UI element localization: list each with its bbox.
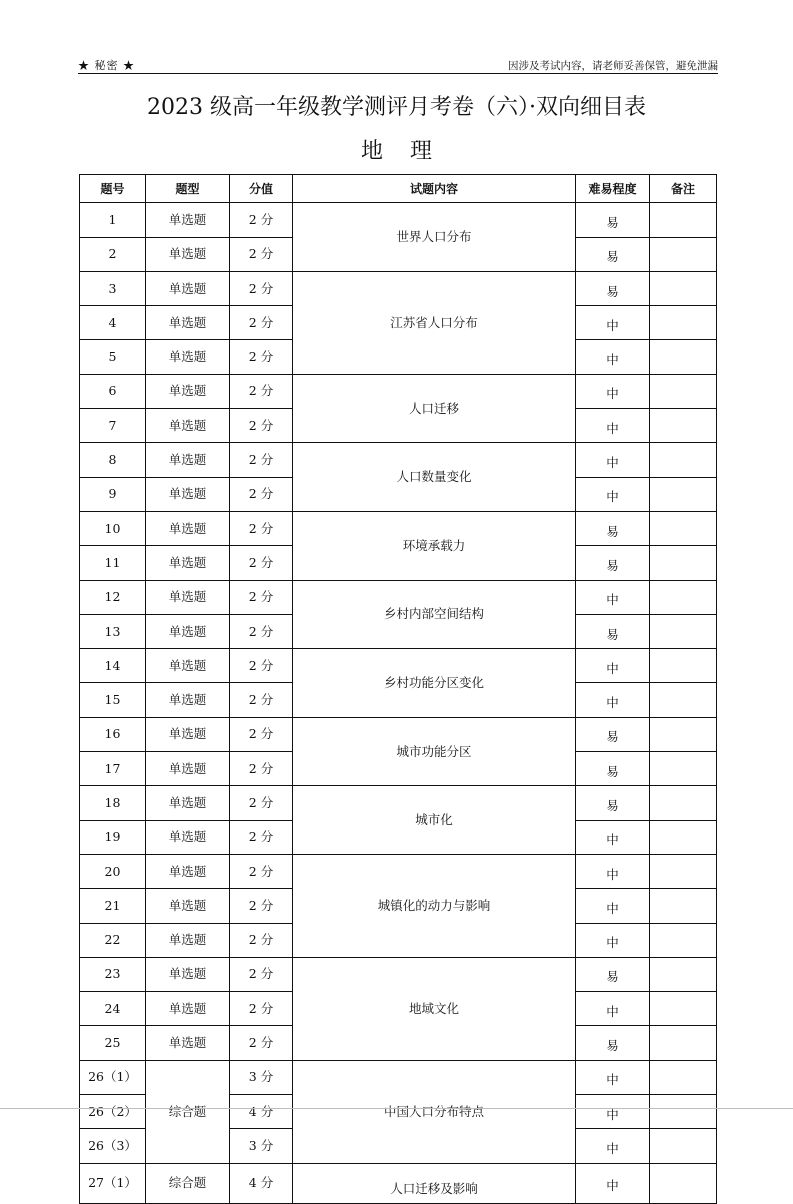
question-difficulty: 易	[576, 717, 650, 751]
table-row	[80, 443, 717, 477]
question-difficulty: 中	[576, 477, 650, 511]
question-content: 乡村功能分区变化	[293, 649, 576, 718]
question-notes	[650, 786, 717, 820]
col-header-difficulty: 难易程度	[576, 175, 650, 203]
question-score: 2 分	[230, 203, 293, 237]
question-content: 地域文化	[293, 957, 576, 1060]
question-notes	[650, 409, 717, 443]
question-number: 1	[80, 203, 146, 237]
question-notes	[650, 889, 717, 923]
question-notes	[650, 992, 717, 1026]
question-number: 24	[80, 992, 146, 1026]
question-difficulty: 易	[576, 1026, 650, 1060]
question-number: 19	[80, 820, 146, 854]
question-number: 20	[80, 854, 146, 888]
question-score: 2 分	[230, 649, 293, 683]
question-difficulty: 易	[576, 786, 650, 820]
question-difficulty: 中	[576, 649, 650, 683]
question-content: 中国人口分布特点	[293, 1060, 576, 1163]
table-row	[80, 1060, 717, 1094]
question-number: 13	[80, 614, 146, 648]
question-notes	[650, 546, 717, 580]
question-notes	[650, 820, 717, 854]
question-number: 11	[80, 546, 146, 580]
table-row	[80, 374, 717, 408]
question-score: 2 分	[230, 614, 293, 648]
question-notes	[650, 443, 717, 477]
question-score: 3 分	[230, 1129, 293, 1163]
question-type: 单选题	[146, 306, 230, 340]
question-number: 5	[80, 340, 146, 374]
question-notes	[650, 1129, 717, 1163]
question-number: 16	[80, 717, 146, 751]
col-header-notes: 备注	[650, 175, 717, 203]
question-score: 2 分	[230, 854, 293, 888]
question-number: 4	[80, 306, 146, 340]
footer-divider	[0, 1108, 793, 1109]
table-row	[80, 649, 717, 683]
question-notes	[650, 477, 717, 511]
question-type: 单选题	[146, 614, 230, 648]
question-score: 3 分	[230, 1060, 293, 1094]
question-notes	[650, 1060, 717, 1094]
question-score: 4 分	[230, 1095, 293, 1129]
question-score: 2 分	[230, 443, 293, 477]
table-row	[80, 717, 717, 751]
question-score: 2 分	[230, 340, 293, 374]
question-difficulty: 易	[576, 546, 650, 580]
question-difficulty: 易	[576, 614, 650, 648]
question-notes	[650, 511, 717, 545]
table-row	[80, 203, 717, 237]
question-content: 城市化	[293, 786, 576, 855]
question-number: 23	[80, 957, 146, 991]
table-row	[80, 1163, 717, 1203]
question-notes	[650, 340, 717, 374]
question-number: 26（2）	[80, 1095, 146, 1129]
question-content: 乡村内部空间结构	[293, 580, 576, 649]
question-score: 2 分	[230, 271, 293, 305]
question-score: 2 分	[230, 786, 293, 820]
question-number: 17	[80, 752, 146, 786]
col-header-type: 题型	[146, 175, 230, 203]
question-notes	[650, 203, 717, 237]
question-score: 2 分	[230, 237, 293, 271]
question-score: 2 分	[230, 477, 293, 511]
question-number: 22	[80, 923, 146, 957]
subject-title: 地 理	[361, 139, 442, 164]
question-score: 2 分	[230, 374, 293, 408]
question-notes	[650, 717, 717, 751]
question-type: 单选题	[146, 752, 230, 786]
question-number: 8	[80, 443, 146, 477]
question-number: 6	[80, 374, 146, 408]
question-notes	[650, 374, 717, 408]
question-type: 单选题	[146, 1026, 230, 1060]
question-score: 2 分	[230, 580, 293, 614]
question-difficulty: 易	[576, 237, 650, 271]
question-notes	[650, 1026, 717, 1060]
question-score: 2 分	[230, 717, 293, 751]
question-score: 2 分	[230, 923, 293, 957]
question-number: 9	[80, 477, 146, 511]
question-number: 25	[80, 1026, 146, 1060]
col-header-number: 题号	[80, 175, 146, 203]
question-type: 单选题	[146, 820, 230, 854]
question-number: 7	[80, 409, 146, 443]
question-notes	[650, 923, 717, 957]
question-score: 2 分	[230, 889, 293, 923]
question-score: 2 分	[230, 820, 293, 854]
question-content: 城镇化的动力与影响	[293, 854, 576, 957]
question-type: 单选题	[146, 786, 230, 820]
specification-table	[79, 174, 717, 1204]
question-type: 单选题	[146, 854, 230, 888]
question-score: 2 分	[230, 1026, 293, 1060]
col-header-content: 试题内容	[293, 175, 576, 203]
question-notes	[650, 580, 717, 614]
question-type: 单选题	[146, 271, 230, 305]
question-difficulty: 中	[576, 854, 650, 888]
question-type: 单选题	[146, 511, 230, 545]
question-type: 单选题	[146, 923, 230, 957]
question-notes	[650, 1095, 717, 1129]
question-notes	[650, 306, 717, 340]
question-score: 2 分	[230, 306, 293, 340]
question-type: 单选题	[146, 477, 230, 511]
question-number: 12	[80, 580, 146, 614]
table-row	[80, 580, 717, 614]
question-difficulty: 中	[576, 1095, 650, 1129]
question-difficulty: 中	[576, 992, 650, 1026]
question-difficulty: 易	[576, 203, 650, 237]
question-type: 单选题	[146, 340, 230, 374]
question-type: 单选题	[146, 683, 230, 717]
question-type: 单选题	[146, 237, 230, 271]
question-difficulty: 中	[576, 580, 650, 614]
question-type: 单选题	[146, 717, 230, 751]
question-type: 单选题	[146, 374, 230, 408]
question-content: 人口迁移	[293, 374, 576, 443]
question-number: 14	[80, 649, 146, 683]
question-difficulty: 易	[576, 271, 650, 305]
confidential-mark: ★ 秘密 ★	[78, 59, 135, 72]
question-notes	[650, 854, 717, 888]
header-divider	[78, 73, 718, 74]
question-notes	[650, 1163, 717, 1203]
question-difficulty: 中	[576, 409, 650, 443]
question-type: 单选题	[146, 889, 230, 923]
question-type: 单选题	[146, 649, 230, 683]
question-score: 2 分	[230, 752, 293, 786]
question-difficulty: 易	[576, 511, 650, 545]
question-type: 单选题	[146, 957, 230, 991]
question-score: 4 分	[230, 1163, 293, 1203]
table-row	[80, 511, 717, 545]
table-body	[80, 203, 717, 1204]
question-number: 21	[80, 889, 146, 923]
question-score: 2 分	[230, 683, 293, 717]
question-number: 26（3）	[80, 1129, 146, 1163]
question-number: 18	[80, 786, 146, 820]
question-notes	[650, 683, 717, 717]
question-difficulty: 中	[576, 1129, 650, 1163]
table-row	[80, 786, 717, 820]
question-content: 人口迁移及影响	[293, 1163, 576, 1203]
question-number: 15	[80, 683, 146, 717]
question-number: 3	[80, 271, 146, 305]
question-type: 综合题	[146, 1060, 230, 1163]
question-content: 世界人口分布	[293, 203, 576, 272]
document-title: 2023 级高一年级教学测评月考卷（六）·双向细目表	[147, 95, 646, 120]
question-content: 环境承载力	[293, 511, 576, 580]
question-type: 单选题	[146, 203, 230, 237]
question-difficulty: 中	[576, 443, 650, 477]
question-notes	[650, 649, 717, 683]
question-content: 江苏省人口分布	[293, 271, 576, 374]
question-difficulty: 中	[576, 683, 650, 717]
table-header-row	[80, 175, 717, 203]
question-score: 2 分	[230, 957, 293, 991]
question-number: 10	[80, 511, 146, 545]
question-number: 26（1）	[80, 1060, 146, 1094]
question-score: 2 分	[230, 546, 293, 580]
question-difficulty: 中	[576, 374, 650, 408]
question-type: 单选题	[146, 546, 230, 580]
question-difficulty: 中	[576, 889, 650, 923]
question-content: 人口数量变化	[293, 443, 576, 512]
question-difficulty: 中	[576, 923, 650, 957]
question-type: 单选题	[146, 409, 230, 443]
question-type: 综合题	[146, 1163, 230, 1203]
question-difficulty: 中	[576, 820, 650, 854]
col-header-score: 分值	[230, 175, 293, 203]
table-row	[80, 271, 717, 305]
question-notes	[650, 957, 717, 991]
question-difficulty: 中	[576, 340, 650, 374]
question-difficulty: 中	[576, 1163, 650, 1203]
question-number: 27（1）	[80, 1163, 146, 1203]
question-notes	[650, 752, 717, 786]
question-notes	[650, 271, 717, 305]
question-type: 单选题	[146, 580, 230, 614]
question-difficulty: 中	[576, 306, 650, 340]
question-type: 单选题	[146, 443, 230, 477]
question-difficulty: 中	[576, 1060, 650, 1094]
table-row	[80, 957, 717, 991]
question-number: 2	[80, 237, 146, 271]
confidentiality-notice: 因涉及考试内容，请老师妥善保管，避免泄漏	[508, 60, 718, 72]
table-row	[80, 854, 717, 888]
question-score: 2 分	[230, 992, 293, 1026]
question-notes	[650, 237, 717, 271]
question-type: 单选题	[146, 992, 230, 1026]
question-notes	[650, 614, 717, 648]
question-content: 城市功能分区	[293, 717, 576, 786]
question-difficulty: 易	[576, 752, 650, 786]
question-score: 2 分	[230, 511, 293, 545]
question-difficulty: 易	[576, 957, 650, 991]
question-score: 2 分	[230, 409, 293, 443]
